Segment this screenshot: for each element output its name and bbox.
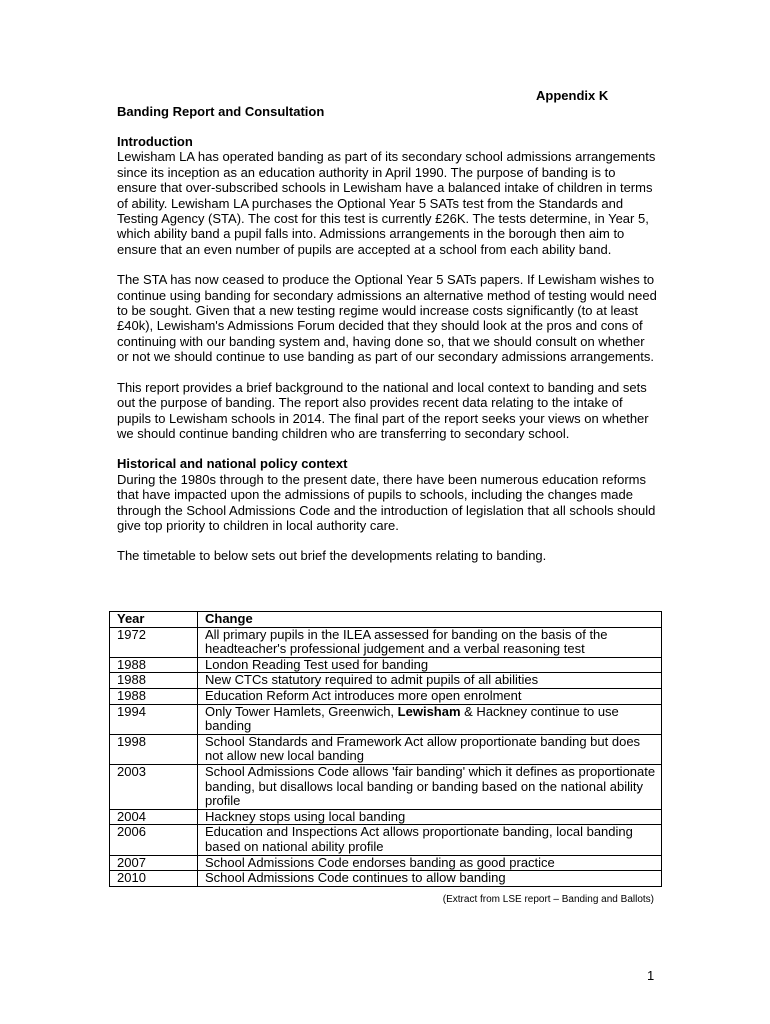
change-cell: Hackney stops using local banding	[198, 809, 662, 825]
table-row	[110, 764, 662, 809]
change-text-after: & Hackney continue to use banding	[205, 703, 619, 734]
column-header-change: Change	[198, 612, 662, 628]
appendix-label: Appendix K	[536, 88, 609, 103]
banding-timeline-table	[109, 611, 662, 887]
year-cell: 2004	[110, 809, 198, 825]
change-cell: London Reading Test used for banding	[198, 657, 662, 673]
year-cell: 1988	[110, 688, 198, 704]
intro-paragraph-3: This report provides a brief background to the national and local context to banding and sets out the purpose of banding. The report also provides recent data relating to the intake of pupils to Lewisham schools in 2014. The final part of the report seeks your views on whether we should continue banding children who are transferring to secondary school.	[117, 379, 649, 441]
change-text-before: Only Tower Hamlets, Greenwich,	[205, 703, 398, 719]
change-cell: School Admissions Code allows 'fair banding' which it defines as proportionate banding, but disallows local banding or banding based on the national ability profile	[198, 764, 662, 809]
change-cell: Education Reform Act introduces more open enrolment	[198, 688, 662, 704]
introduction-heading: Introduction	[117, 134, 193, 149]
page-number: 1	[647, 968, 655, 983]
change-cell: Education and Inspections Act allows proportionate banding, local banding based on national ability profile	[198, 825, 662, 855]
table-row	[110, 809, 662, 825]
table-row	[110, 627, 662, 657]
history-paragraph: During the 1980s through to the present date, there have been numerous education reforms that have impacted upon the admissions of pupils to schools, including the changes made through the School Admissions Code and the introduction of legislation that all schools should give top priority to children in local authority care.	[117, 471, 656, 533]
year-cell: 2006	[110, 825, 198, 855]
table-row	[110, 688, 662, 704]
table-row	[110, 855, 662, 871]
change-cell: All primary pupils in the ILEA assessed for banding on the basis of the headteacher's professional judgement and a verbal reasoning test	[198, 627, 662, 657]
year-cell: 1988	[110, 657, 198, 673]
table-row	[110, 657, 662, 673]
year-cell: 1988	[110, 673, 198, 689]
change-cell: School Admissions Code continues to allow banding	[198, 871, 662, 887]
table-row	[110, 825, 662, 855]
column-header-year: Year	[110, 612, 198, 628]
document-body	[117, 134, 657, 564]
change-cell: New CTCs statutory required to admit pupils of all abilities	[198, 673, 662, 689]
year-cell: 1998	[110, 734, 198, 764]
table-row	[110, 871, 662, 887]
year-cell: 1994	[110, 704, 198, 734]
history-heading: Historical and national policy context	[117, 456, 348, 472]
table-intro: The timetable to below sets out brief the developments relating to banding.	[117, 548, 547, 564]
change-cell: School Standards and Framework Act allow proportionate banding but does not allow new local banding	[198, 734, 662, 764]
year-cell: 2007	[110, 855, 198, 871]
table-row	[110, 704, 662, 734]
year-cell: 2010	[110, 871, 198, 887]
change-cell: School Admissions Code endorses banding as good practice	[198, 855, 662, 871]
year-cell: 1972	[110, 627, 198, 657]
document-title: Banding Report and Consultation	[117, 104, 325, 119]
intro-paragraph-2: The STA has now ceased to produce the Optional Year 5 SATs papers. If Lewisham wishes to continue using banding for secondary admissions an alternative method of testing would need to be sought. Given that a new testing regime would increase costs significantly (to at least £40k), Lewisham's Admissions Forum decided that they should look at the pros and cons of continuing with our banding system and, having done so, that we should consult on whether or not we should continue to use banding as part of our secondary admissions arrangements.	[117, 272, 657, 365]
change-text-bold: Lewisham	[397, 703, 461, 719]
table-row	[110, 734, 662, 764]
change-cell	[198, 704, 662, 734]
intro-paragraph-1: Lewisham LA has operated banding as part of its secondary school admissions arrangements since its inception as an education authority in April 1990. The purpose of banding is to ensure that over-subscribed schools in Lewisham have a balanced intake of children in terms of ability. Lewisham LA purchases the Optional Year 5 SATs test from the Standards and Testing Agency (STA). The cost for this test is currently £26K. The tests determine, in Year 5, which ability band a pupil falls into. Admissions arrangements in the borough then aim to ensure that an even number of pupils are accepted at a school from each ability band.	[117, 149, 656, 257]
table-row	[110, 673, 662, 689]
year-cell: 2003	[110, 764, 198, 809]
table-header-row	[110, 612, 662, 628]
table-source-caption: (Extract from LSE report – Banding and Ballots)	[442, 894, 654, 905]
